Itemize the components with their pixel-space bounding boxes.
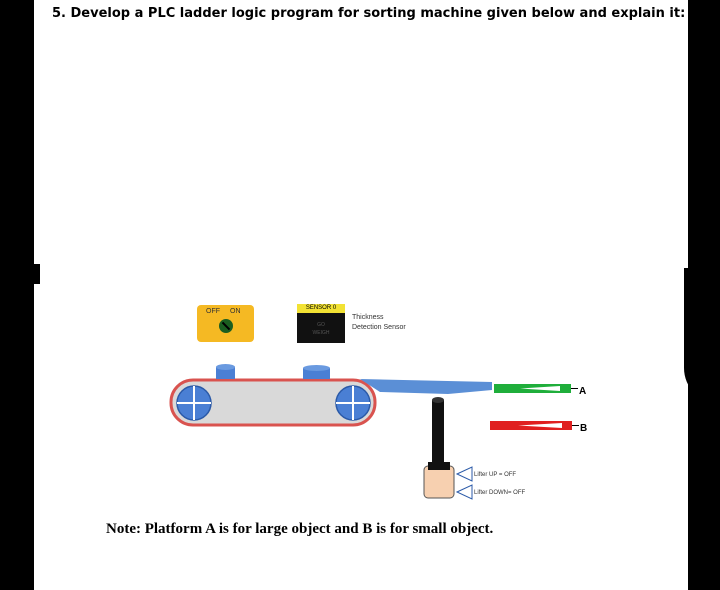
lifter-up-pointer (457, 467, 472, 481)
switch-off-label: OFF (206, 308, 220, 315)
sensor-body-line-1: GO (317, 322, 325, 328)
small-object (216, 364, 235, 379)
left-roller-icon (177, 386, 211, 420)
right-roller-icon (336, 386, 370, 420)
note-text: Note: Platform A is for large object and B is for small object. (106, 521, 494, 537)
sorting-ramp (360, 379, 492, 394)
sensor-body-line-2: WEIGH (312, 330, 330, 336)
platform-a (494, 384, 578, 393)
large-object (303, 365, 330, 379)
question-title: 5. Develop a PLC ladder logic program for sorting machine given below and explain it: (52, 6, 686, 21)
platform-a-label: A (579, 386, 587, 397)
platform-b-label: B (580, 423, 588, 434)
platform-b (490, 421, 579, 430)
sensor-caption-line-2: Detection Sensor (352, 324, 406, 331)
sensor-caption-line-1: Thickness (352, 314, 384, 321)
sensor-label: SENSOR 0 (297, 304, 345, 313)
lifter-down-pointer (457, 485, 472, 499)
lifter-base (424, 466, 454, 498)
switch-on-label: ON (230, 308, 241, 315)
lifter-up-label: Lifter UP = OFF (474, 472, 517, 478)
lifter-down-label: Lifter DOWN= OFF (474, 490, 526, 496)
